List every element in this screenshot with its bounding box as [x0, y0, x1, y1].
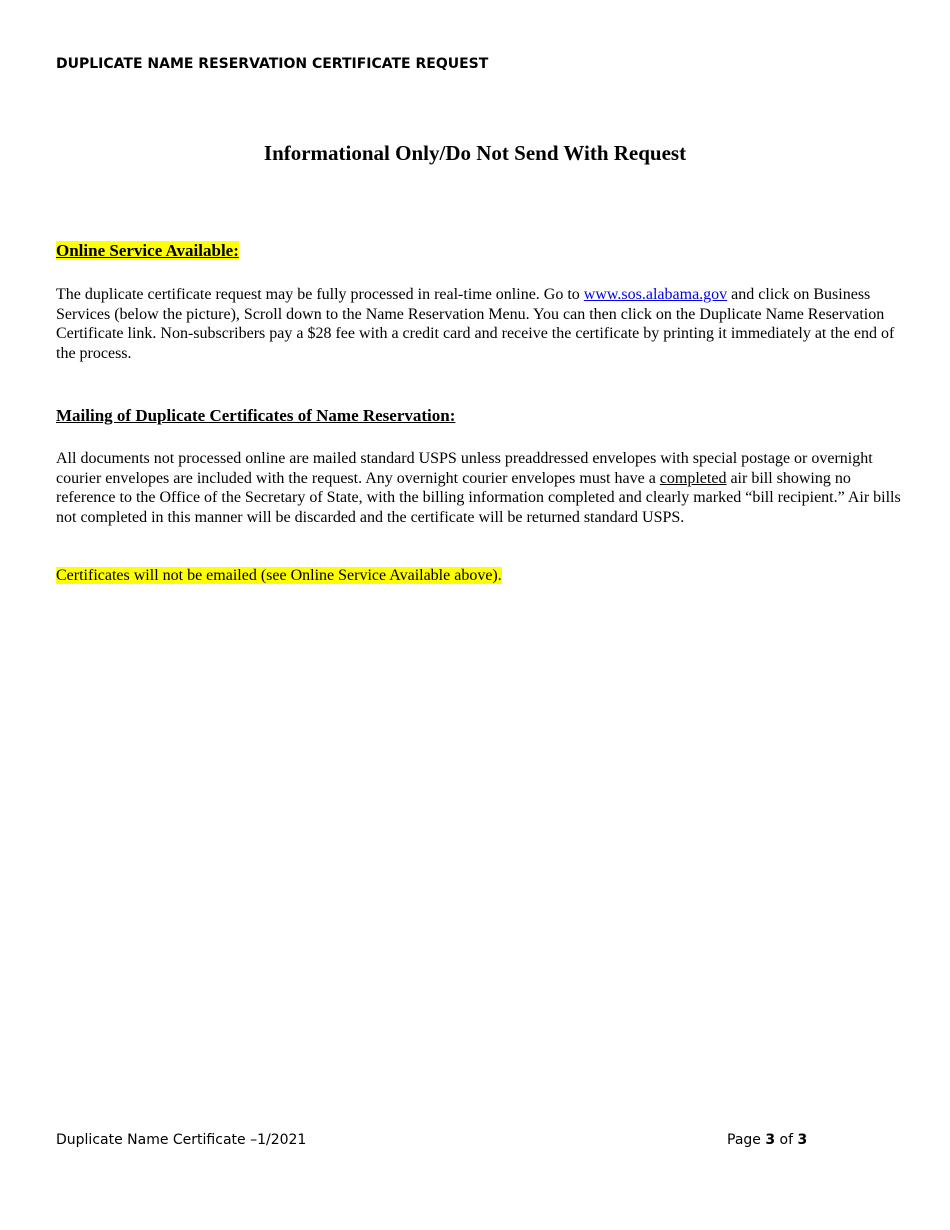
mailing-paragraph — [56, 449, 901, 527]
document-header: DUPLICATE NAME RESERVATION CERTIFICATE REQUEST — [56, 56, 489, 72]
page-prefix: Page — [727, 1132, 766, 1148]
footer-page-number — [727, 1132, 807, 1148]
email-notice-text: Certificates will not be emailed (see Online Service Available above). — [56, 567, 502, 584]
page-current: 3 — [765, 1132, 776, 1148]
online-service-heading — [56, 241, 239, 261]
page-total: 3 — [797, 1132, 808, 1148]
online-para-part2: and click on Business Services (below the picture), Scroll down to the Name Reservation Menu. You can then click on the Duplicate Name Reservation Certificate link. Non-subscribers pay a $28 fee with a credit card and receive the certificate by printing it immediately at the end of the process. — [56, 286, 895, 362]
mailing-para-part2: air bill showing no reference to the Office of the Secretary of State, with the billing information completed and clearly marked “bill recipient.” Air bills not completed in this manner will be discarded and the certificate will be returned standard USPS. — [56, 469, 901, 526]
mailing-heading: Mailing of Duplicate Certificates of Name Reservation: — [56, 406, 456, 425]
page-of: of — [775, 1132, 798, 1148]
sos-website-link[interactable]: www.sos.alabama.gov — [583, 286, 728, 303]
mailing-para-part1: All documents not processed online are mailed standard USPS unless preaddressed envelopes with special postage or overnight courier envelopes are included with the request. Any overnight courier envelopes must have a — [56, 450, 873, 487]
email-notice — [56, 566, 901, 586]
completed-underlined: completed — [659, 469, 727, 487]
online-service-paragraph — [56, 285, 901, 363]
page-title: Informational Only/Do Not Send With Request — [263, 141, 687, 165]
online-service-heading-text: Online Service Available: — [56, 241, 239, 260]
online-para-part1: The duplicate certificate request may be fully processed in real-time online. Go to — [56, 286, 584, 303]
footer-document-id: Duplicate Name Certificate –1/2021 — [56, 1132, 307, 1148]
